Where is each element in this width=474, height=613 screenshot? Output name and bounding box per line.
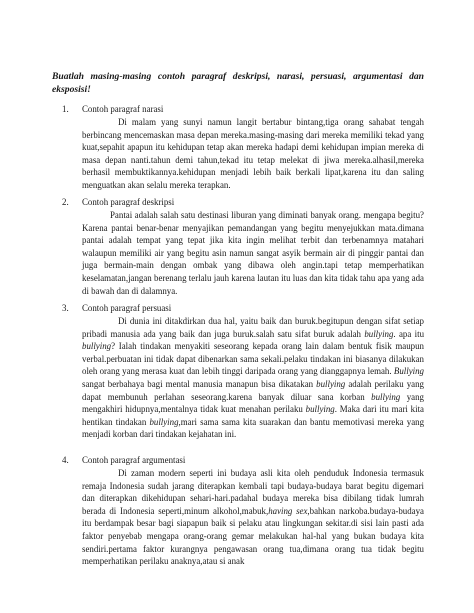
- item-number: 3.: [62, 303, 69, 313]
- item-heading: Contoh paragraf persuasi: [82, 303, 172, 313]
- item-heading: Contoh paragraf argumentasi: [82, 455, 186, 465]
- item-number: 1.: [62, 104, 69, 114]
- item-paragraph: Pantai adalah salah satu destinasi liburan yang diminati banyak orang. mengapa begitu? Karena pantai benar-benar menyajikan pemandangan yang begitu menyejukkan mata.dimana pantai adalah tempat yang tepat jika kita ingin melihat terbit dan terbenamnya matahari walaupun memiliki air yang begitu asin namun sangat asyik bermain air di pinggir pantai dan juga bermain-main dengan ombak yang dibawa oleh angin.tapi tetap memperhatikan keselamatan,jangan berenang terlalu jauh karena lautan itu luas dan kita tidak tahu apa yang ada di bawah dan di dalamnya.: [82, 210, 424, 296]
- document-title: Buatlah masing-masing contoh paragraf deskripsi, narasi, persuasi, argumentasi dan eksposisi!: [52, 71, 424, 95]
- item-paragraph: Di malam yang sunyi namun langit bertabur bintang,tiga orang sahabat tengah berbincang mencemaskan masa depan mereka.masing-masing dari mereka memiliki tekad yang kuat,sepahit apapun itu kehidupan tetap akan mereka hadapi demi kehidupan impian mereka di masa depan nanti.tahun demi tahun,tekad itu tetap melekat di jiwa mereka.alhasil,mereka berhasil membuktikannya.kehidupan menjadi lebih baik berkali lipat,karena itu dan saling menguatkan akan selalu mereka terapkan.: [82, 117, 424, 190]
- item-heading: Contoh paragraf deskripsi: [82, 197, 175, 207]
- item-number: 4.: [62, 455, 69, 465]
- item-paragraph: Di dunia ini ditakdirkan dua hal, yaitu baik dan buruk.begitupun dengan sifat setiap pribadi manusia ada yang baik dan juga buruk.salah satu sifat buruk adalah bullying. apa itu bullying? Ialah tindakan menyakiti seseorang kepada orang lain dalam bentuk fisik maupun verbal.perbuatan ini tidak dapat dibenarkan sama sekali.pelaku tindakan ini biasanya dilakukan oleh orang yang merasa kuat dan lebih tinggi daripada orang yang dianggapnya lemah. Bullying sangat berbahaya bagi mental manusia manapun bisa dikatakan bullying adalah perilaku yang dapat membunuh perlahan seseorang.karena banyak diluar sana korban bullying yang mengakhiri hidupnya,mentalnya tidak kuat menahan perilaku bullying. Maka dari itu mari kita hentikan tindakan bullying,mari sama sama kita suarakan dan bantu memotivasi mereka yang menjadi korban dari tindakan kejahatan ini.: [82, 316, 425, 440]
- item-heading: Contoh paragraf narasi: [82, 104, 164, 114]
- item-number: 2.: [62, 197, 69, 207]
- item-paragraph: Di zaman modern seperti ini budaya asli kita oleh penduduk Indonesia termasuk remaja Indonesia sudah jarang diterapkan kembali tapi budaya-budaya barat begitu digemari dan diterapkan dikehidupan sehari-hari.padahal budaya mereka bisa dibilang tidak lumrah berada di Indonesia seperti,minum alkohol,mabuk,having sex,bahkan narkoba.budaya-budaya itu berdampak besar bagi siapapun baik si pelaku atau lingkungan sekitar.di sisi lain pasti ada faktor penyebab mengapa orang-orang gemar melakukan hal-hal yang bukan budaya kita sendiri.pertama faktor kurangnya pengawasan orang tua,dimana orang tua tidak begitu memperhatikan perilaku anaknya,atau si anak: [82, 468, 424, 567]
